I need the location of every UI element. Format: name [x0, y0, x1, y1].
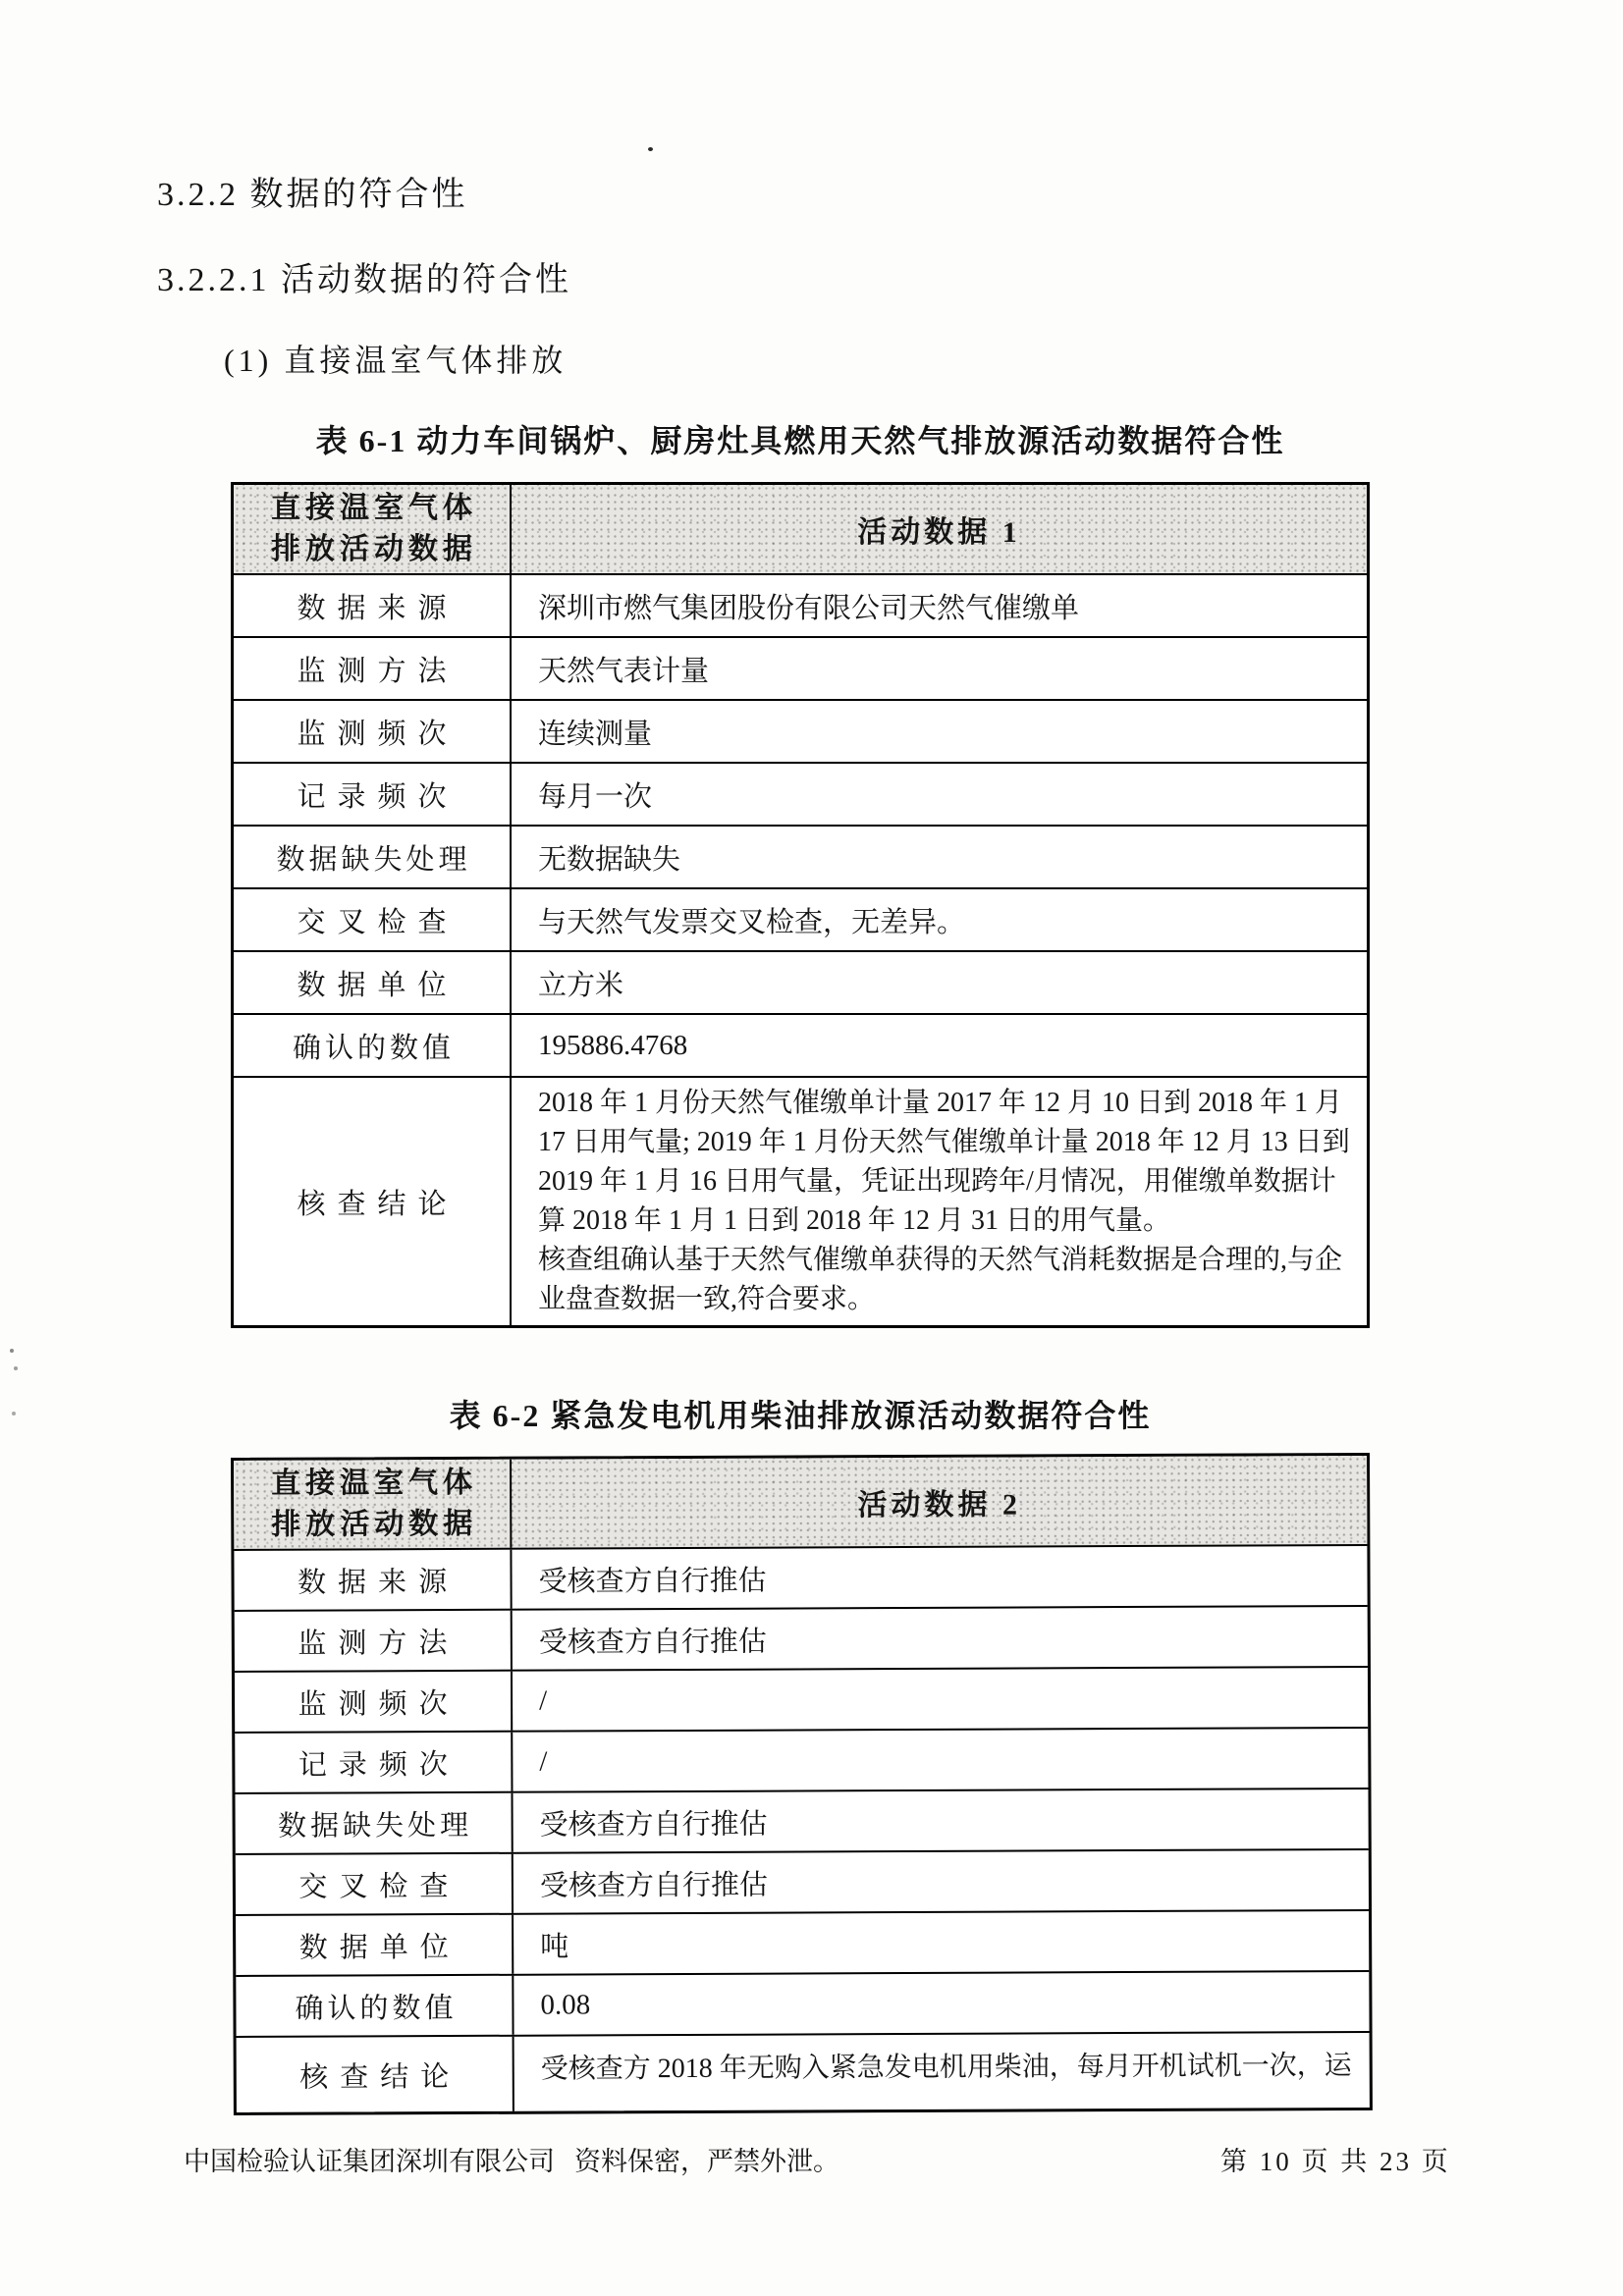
row-value: 深圳市燃气集团股份有限公司天然气催缴单	[538, 592, 1080, 624]
row-label: 监测频次	[235, 1672, 513, 1732]
row-value: 受核查方自行推估	[538, 1626, 767, 1659]
scan-artifact-dot	[10, 1349, 14, 1353]
row-label: 记录频次	[234, 764, 512, 825]
row-value: 连续测量	[538, 718, 653, 750]
row-label: 数据来源	[234, 1550, 512, 1610]
header-line-1: 直接温室气体	[271, 1466, 478, 1500]
table-row	[234, 825, 1367, 887]
row-value: 受核查方自行推估	[538, 1565, 767, 1598]
table-row	[235, 1605, 1368, 1671]
table-6-1	[231, 482, 1370, 1328]
conclusion-line: 受核查方 2018 年无购入紧急发电机用柴油，每月开机试机一次，运	[540, 2051, 1352, 2085]
table-row	[236, 1909, 1369, 1975]
row-value: 受核查方自行推估	[539, 1808, 768, 1842]
table-row	[235, 1788, 1368, 1853]
table-row	[234, 887, 1367, 950]
conclusion-text	[512, 1078, 1367, 1325]
table-row	[236, 1848, 1369, 1914]
table-row	[234, 573, 1367, 636]
row-label: 确认的数值	[236, 1976, 514, 2036]
table-header-activity-cell: 活动数据 1	[857, 516, 1021, 549]
row-value: 天然气表计量	[538, 655, 710, 687]
conclusion-line: 算 2018 年 1 月 1 日到 2018 年 12 月 31 日的用气量。	[538, 1205, 1171, 1236]
row-label: 监测方法	[234, 638, 512, 699]
conclusion-text	[514, 2033, 1370, 2111]
scan-artifact-dot	[648, 147, 653, 151]
row-value: 0.08	[540, 1988, 591, 2021]
table-row	[234, 762, 1367, 825]
table-row	[234, 699, 1367, 762]
row-value: 无数据缺失	[538, 843, 681, 876]
conclusion-line: 业盘查数据一致,符合要求。	[538, 1284, 876, 1314]
table-row	[236, 1970, 1369, 2036]
conclusion-line: 2018 年 1 月份天然气催缴单计量 2017 年 12 月 10 日到 2018 年 1 月	[538, 1088, 1343, 1118]
scan-artifact-dot	[12, 1412, 16, 1415]
conclusion-line: 2019 年 1 月 16 日用气量，凭证出现跨年/月情况，用催缴单数据计	[538, 1166, 1336, 1197]
row-label: 数据单位	[234, 952, 512, 1013]
header-line-2: 排放活动数据	[271, 1507, 478, 1541]
table-row	[235, 1727, 1368, 1792]
conclusion-line: 17 日用气量; 2019 年 1 月份天然气催缴单计量 2018 年 12 月 13 日到	[538, 1127, 1350, 1157]
table-6-1-caption: 表 6-1 动力车间锅炉、厨房灶具燃用天然气排放源活动数据符合性	[315, 423, 1285, 458]
table-row	[234, 1013, 1367, 1076]
row-value: /	[539, 1684, 548, 1717]
row-label: 数据单位	[236, 1915, 514, 1975]
conclusion-label: 核查结论	[234, 1078, 512, 1325]
row-label: 数据来源	[234, 575, 512, 636]
row-label: 确认的数值	[234, 1015, 512, 1076]
row-value: 立方米	[538, 969, 624, 1001]
table-header-row	[234, 1456, 1367, 1549]
row-value: 195886.4768	[538, 1029, 688, 1061]
subsection-heading-3-2-2-1: 3.2.2.1 活动数据的符合性	[157, 262, 571, 298]
conclusion-row	[237, 2031, 1370, 2112]
table-row	[234, 1544, 1367, 1610]
row-value: /	[539, 1745, 548, 1778]
table-6-2-caption: 表 6-2 紧急发电机用柴油排放源活动数据符合性	[449, 1398, 1152, 1433]
table-row	[234, 950, 1367, 1013]
conclusion-label: 核查结论	[237, 2037, 514, 2112]
row-label: 记录频次	[235, 1733, 513, 1792]
table-header-row	[234, 485, 1367, 573]
table-header-activity-cell: 活动数据 2	[857, 1488, 1022, 1522]
table-row	[235, 1666, 1368, 1732]
table-row	[234, 636, 1367, 699]
row-label: 数据缺失处理	[234, 827, 512, 887]
section-heading-3-2-2: 3.2.2 数据的符合性	[157, 177, 468, 213]
table-header-label-cell	[234, 1460, 512, 1549]
row-label: 数据缺失处理	[235, 1793, 513, 1853]
row-value: 每月一次	[538, 780, 653, 813]
scan-artifact-dot	[14, 1366, 18, 1370]
table-6-2	[231, 1453, 1373, 2115]
table-body	[234, 573, 1367, 1076]
table-header-label-cell	[234, 485, 512, 573]
conclusion-line: 核查组确认基于天然气催缴单获得的天然气消耗数据是合理的,与企	[538, 1245, 1343, 1275]
row-label: 监测频次	[234, 701, 512, 762]
footer-company: 中国检验认证集团深圳有限公司	[184, 2147, 555, 2176]
header-line-2: 排放活动数据	[271, 533, 477, 565]
row-value: 与天然气发票交叉检查，无差异。	[538, 906, 966, 938]
header-line-1: 直接温室气体	[271, 492, 477, 524]
table-body	[234, 1544, 1369, 2036]
item-heading-direct-ghg: (1) 直接温室气体排放	[224, 343, 568, 378]
row-label: 交叉检查	[236, 1854, 514, 1914]
footer-page-number: 第 10 页 共 23 页	[1220, 2147, 1451, 2176]
conclusion-row	[234, 1076, 1367, 1325]
row-label: 交叉检查	[234, 889, 512, 950]
row-label: 监测方法	[235, 1611, 513, 1671]
footer-confidentiality: 资料保密，严禁外泄。	[574, 2147, 839, 2176]
row-value: 受核查方自行推估	[539, 1869, 768, 1902]
row-value: 吨	[540, 1931, 569, 1963]
